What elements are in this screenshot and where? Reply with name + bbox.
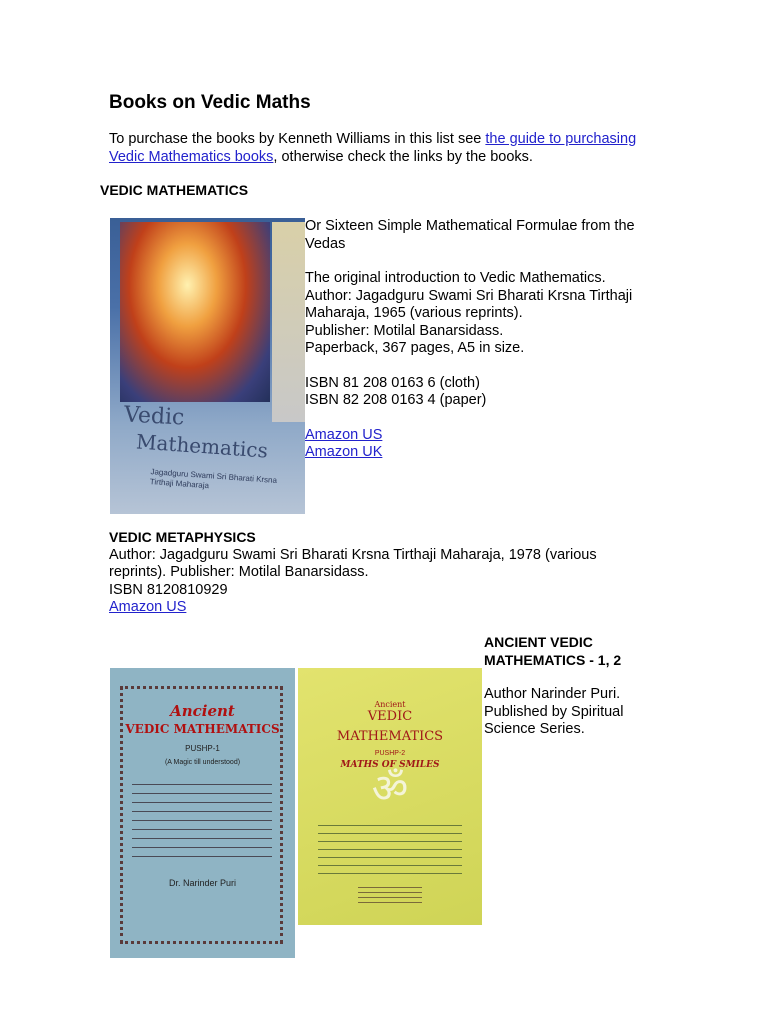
- book1-heading: VEDIC MATHEMATICS: [100, 182, 249, 198]
- book2-heading: VEDIC METAPHYSICS: [109, 529, 256, 545]
- cover2-subtitle: MATHS OF SMILES: [340, 760, 440, 770]
- cover-spine: [272, 222, 305, 422]
- book2-author: Author: Jagadguru Swami Sri Bharati Krsna Tirthaji Maharaja, 1978 (various: [109, 546, 597, 563]
- cover2-part: PUSHP-2: [374, 750, 406, 757]
- intro-text-end: , otherwise check the links by the books.: [273, 148, 533, 165]
- book1-isbn-cloth: ISBN 81 208 0163 6 (cloth): [305, 374, 480, 391]
- book2-section: [109, 529, 709, 617]
- cover1-title-2: VEDIC MATHEMATICS: [125, 722, 280, 736]
- book1-publisher: Publisher: Motilal Banarsidass.: [305, 322, 504, 339]
- purchase-guide-link[interactable]: the guide to purchasing: [485, 131, 637, 147]
- book2-isbn: ISBN 8120810929: [109, 581, 228, 598]
- book3-cover1-image: [110, 668, 295, 958]
- intro-text: To purchase the books by Kenneth Williams in this list see: [109, 131, 486, 147]
- cover2-title-0: Ancient: [374, 700, 406, 709]
- cover2-author-block: [358, 883, 422, 905]
- purchase-guide-link-cont[interactable]: Vedic Mathematics books: [109, 148, 274, 165]
- cover1-author: Dr. Narinder Puri: [168, 878, 237, 888]
- book1-description: The original introduction to Vedic Mathematics.: [305, 270, 606, 286]
- cover1-tagline: (A Magic till understood): [164, 759, 241, 766]
- book1-amazon-us-link[interactable]: Amazon US: [305, 426, 383, 443]
- om-icon: ॐ: [371, 767, 409, 811]
- book1-author: Author: Jagadguru Swami Sri Bharati Krsna Tirthaji Maharaja, 1965 (various reprints).: [305, 287, 633, 321]
- cover-title-2: Mathematics: [135, 429, 269, 463]
- cover1-contents-list: [132, 778, 272, 863]
- book3-author: Author Narinder Puri.: [484, 686, 621, 702]
- cover1-title-1: Ancient: [170, 702, 235, 720]
- intro-paragraph: [109, 131, 709, 166]
- book3-publisher-line2: Science Series.: [484, 721, 585, 737]
- cover2-title-2: MATHEMATICS: [336, 729, 444, 744]
- cover2-contents-list: [318, 820, 462, 878]
- cover-painting: [120, 222, 270, 402]
- cover-title-1: Vedic: [123, 402, 185, 431]
- book1-format: Paperback, 367 pages, A5 in size.: [305, 340, 525, 356]
- book1-isbn-paper: ISBN 82 208 0163 4 (paper): [305, 392, 487, 408]
- cover1-part: PUSHP-1: [185, 744, 220, 753]
- cover-byline: Jagadguru Swami Sri Bharati Krsna Tirthaji Maharaja: [149, 467, 278, 491]
- book1-amazon-uk-link[interactable]: Amazon UK: [305, 444, 383, 460]
- book2-amazon-us-link[interactable]: Amazon US: [109, 599, 187, 615]
- book3-cover2-image: [298, 668, 482, 925]
- book3-heading-line1: ANCIENT VEDIC: [484, 634, 593, 650]
- book1-subtitle: Or Sixteen Simple Mathematical Formulae from the Vedas: [305, 218, 635, 252]
- book1-details: [305, 218, 665, 462]
- book3-heading-line2: MATHEMATICS - 1, 2: [484, 651, 622, 668]
- book3-details: [484, 634, 684, 739]
- book3-publisher-line1: Published by Spiritual: [484, 703, 624, 720]
- book1-cover-image: [110, 218, 305, 514]
- book2-publisher: reprints). Publisher: Motilal Banarsidass.: [109, 564, 369, 580]
- page-title: Books on Vedic Maths: [109, 92, 311, 113]
- cover2-title-1: VEDIC: [367, 709, 413, 724]
